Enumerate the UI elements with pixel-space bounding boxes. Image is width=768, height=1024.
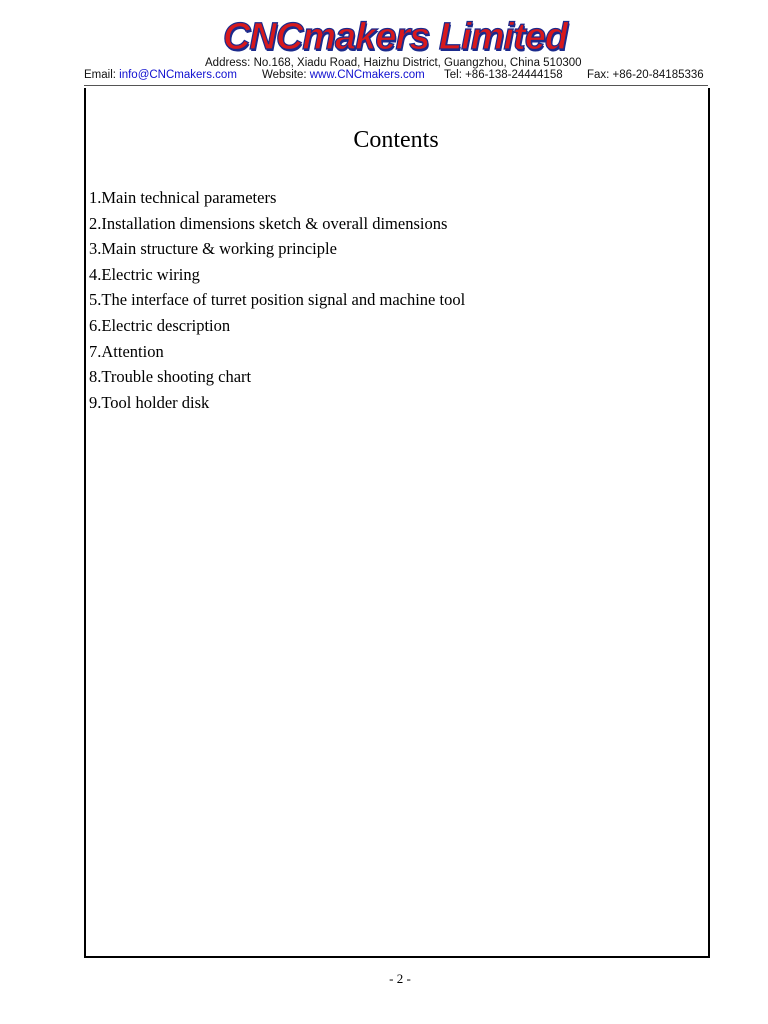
toc-item-6: 6.Electric description [89,315,231,335]
toc-item-2: 2.Installation dimensions sketch & overall dimensions [89,213,448,233]
telephone-number: Tel: +86-138-24444158 [444,69,563,81]
toc-item-5: 5.The interface of turret position signal and machine tool [89,290,466,310]
company-address: Address: No.168, Xiadu Road, Haizhu District, Guangzhou, China 510300 [205,57,582,69]
page-number: - 2 - [389,971,411,986]
website-label: Website: [262,69,307,81]
email-link[interactable]: info@CNCmakers.com [119,69,237,81]
toc-item-9: 9.Tool holder disk [89,392,210,412]
toc-item-7: 7.Attention [89,341,164,361]
website-link[interactable]: www.CNCmakers.com [309,69,425,81]
toc-item-1: 1.Main technical parameters [89,188,277,207]
contact-row [84,69,708,85]
header-divider [84,85,708,86]
page-title: Contents [353,127,439,153]
website-contact [262,69,425,81]
table-of-contents [89,185,465,415]
email-contact [84,69,237,81]
fax-number: Fax: +86-20-84185336 [587,69,704,81]
toc-item-4: 4.Electric wiring [89,264,200,284]
toc-item-8: 8.Trouble shooting chart [89,367,252,387]
company-logo: CNCmakers Limited [222,16,568,58]
email-label: Email: [84,69,116,81]
toc-item-3: 3.Main structure & working principle [89,239,337,259]
